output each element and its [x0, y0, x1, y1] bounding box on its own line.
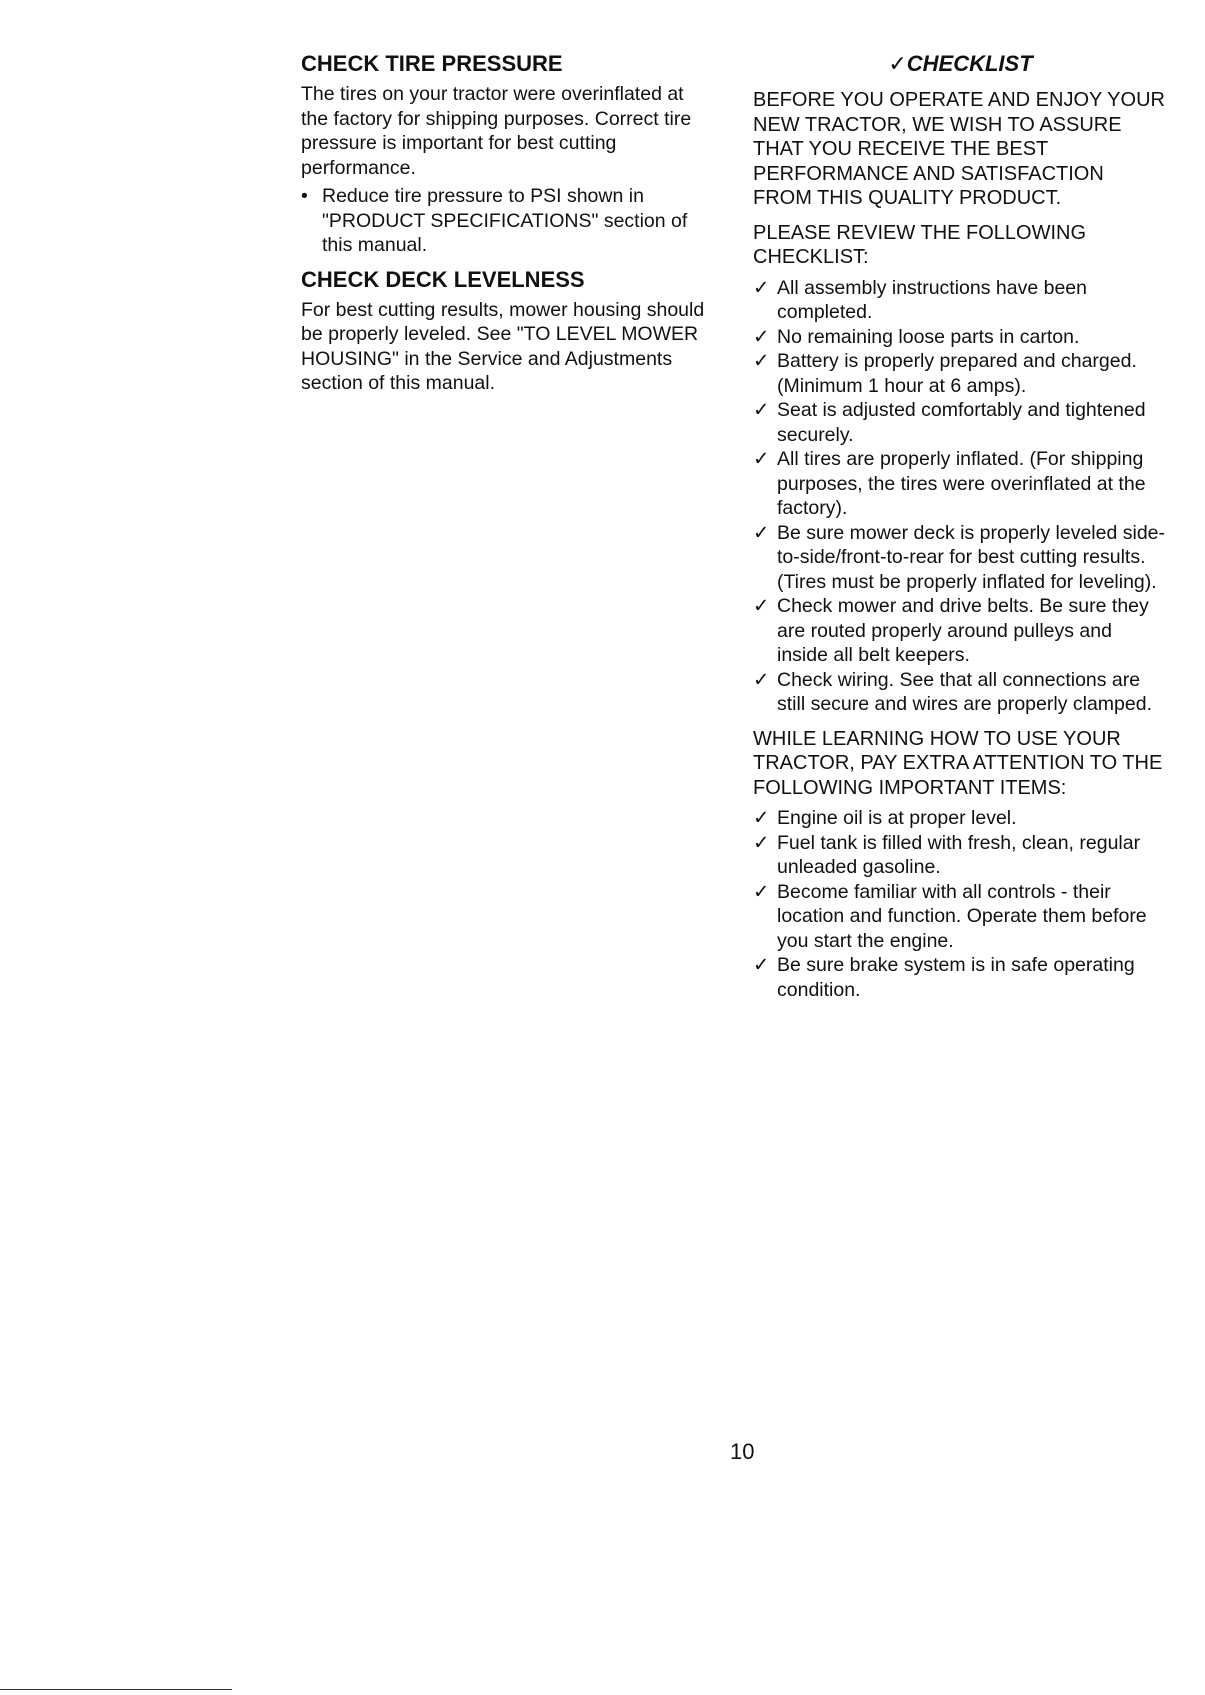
list-item-text: Engine oil is at proper level. — [777, 807, 1017, 829]
tire-bullet-list — [301, 184, 711, 258]
checkmark-icon: ✓ — [753, 880, 770, 903]
list-item-text: Seat is adjusted comfortably and tightened securely. — [777, 399, 1146, 446]
checkmark-icon: ✓ — [753, 325, 770, 348]
important-items-list — [753, 806, 1168, 1002]
checkmark-icon: ✓ — [753, 954, 770, 976]
list-item — [753, 349, 1168, 398]
list-item — [753, 398, 1168, 447]
checkmark-icon: ✓ — [753, 276, 770, 299]
deck-levelness-heading: CHECK DECK LEVELNESS — [301, 266, 585, 292]
checklist-review-text: PLEASE REVIEW THE FOLLOWING CHECKLIST: — [753, 221, 1087, 268]
list-item-text: Fuel tank is filled with fresh, clean, regular unleaded gasoline. — [777, 831, 1141, 878]
tire-pressure-heading: CHECK TIRE PRESSURE — [301, 51, 563, 76]
checkmark-icon: ✓ — [753, 831, 770, 854]
deck-levelness-paragraph: For best cutting results, mower housing should be properly leveled. See "TO LEVEL MOWER HOUSING" in the Service and Adjustments section of this manual. — [301, 298, 705, 394]
list-item — [753, 831, 1168, 880]
list-item — [753, 276, 1168, 325]
checkmark-icon: ✓ — [753, 399, 770, 421]
list-item-text: Check mower and drive belts. Be sure they are routed properly around pulleys and inside all belt keepers. — [777, 595, 1149, 666]
list-item-text: No remaining loose parts in carton. — [777, 325, 1080, 348]
list-item-text: Be sure mower deck is properly leveled side-to-side/front-to-rear for best cutting results. (Tires must be properly inflated for leveling). — [777, 521, 1166, 593]
list-item-text: Become familiar with all controls - their location and function. Operate them before you start the engine. — [777, 880, 1147, 952]
list-item — [753, 668, 1168, 717]
checklist — [753, 276, 1168, 717]
list-item-text: All tires are properly inflated. (For shipping purposes, the tires were overinflated at the factory). — [777, 448, 1146, 519]
list-item — [753, 594, 1168, 668]
tire-pressure-paragraph: The tires on your tractor were overinflated at the factory for shipping purposes. Correct tire pressure is important for best cutting performance. — [301, 83, 692, 179]
right-column — [753, 50, 1168, 1002]
checkmark-icon: ✓ — [753, 807, 770, 829]
checkmark-icon: ✓ — [753, 595, 770, 617]
list-item — [301, 184, 711, 258]
list-item-text: Battery is properly prepared and charged. (Minimum 1 hour at 6 amps). — [777, 350, 1137, 397]
list-item — [753, 953, 1168, 1002]
bullet-icon: • — [301, 185, 308, 207]
list-item — [753, 806, 1168, 831]
list-item-text: Check wiring. See that all connections are still secure and wires are properly clamped. — [777, 668, 1152, 715]
checkmark-icon: ✓ — [753, 448, 770, 470]
list-item — [753, 325, 1168, 350]
list-item — [753, 521, 1168, 595]
checkmark-icon: ✓ — [753, 350, 770, 372]
while-learning-text: WHILE LEARNING HOW TO USE YOUR TRACTOR, PAY EXTRA ATTENTION TO THE FOLLOWING IMPORTANT ITEMS: — [753, 727, 1163, 799]
checkmark-icon: ✓ — [753, 668, 770, 691]
page-number: 10 — [730, 1439, 755, 1464]
left-column — [301, 50, 711, 400]
checklist-intro: BEFORE YOU OPERATE AND ENJOY YOUR NEW TRACTOR, WE WISH TO ASSURE THAT YOU RECEIVE THE BEST PERFORMANCE AND SATISFACTION FROM THIS QUALITY PRODUCT. — [753, 89, 1165, 209]
list-item — [753, 447, 1168, 521]
list-item-text: All assembly instructions have been completed. — [777, 276, 1087, 323]
checklist-title: ✓CHECKLIST — [888, 51, 1033, 76]
bottom-rule — [0, 1689, 232, 1690]
list-item — [753, 880, 1168, 954]
list-item-text: Reduce tire pressure to PSI shown in "PRODUCT SPECIFICATIONS" section of this manual. — [322, 185, 688, 256]
checkmark-icon: ✓ — [753, 521, 770, 544]
list-item-text: Be sure brake system is in safe operating condition. — [777, 954, 1135, 1001]
